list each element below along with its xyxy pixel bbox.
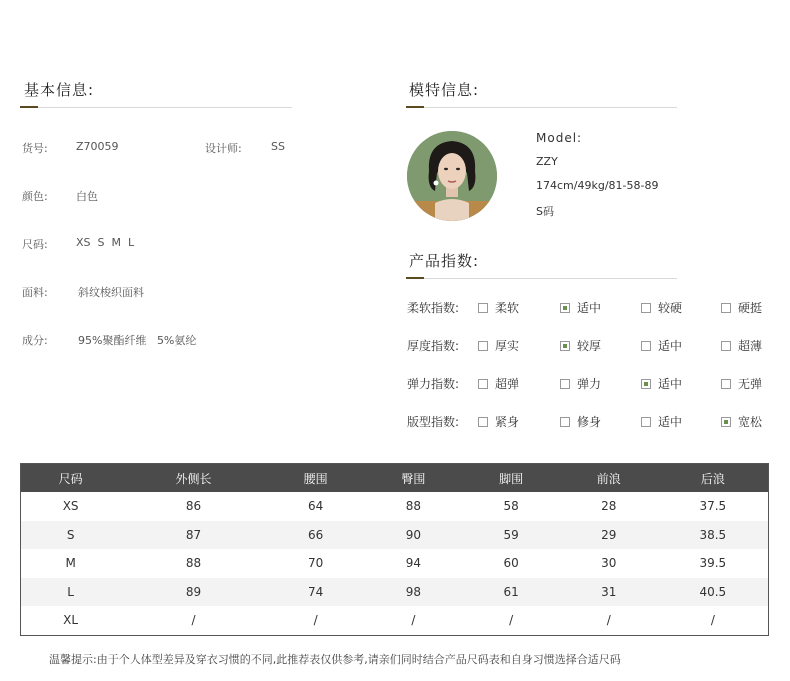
index-option-label: 柔软 xyxy=(495,301,520,315)
model-info-title: 模特信息: xyxy=(409,81,480,99)
index-option xyxy=(478,413,519,430)
size-label: 尺码: xyxy=(22,238,48,251)
table-cell: 74 xyxy=(267,578,365,607)
article-number-label: 货号: xyxy=(22,142,48,155)
index-option-label: 超弹 xyxy=(495,377,520,391)
designer-value: SS xyxy=(271,140,285,153)
table-cell: 37.5 xyxy=(699,499,727,514)
product-index-divider xyxy=(406,278,677,279)
index-option xyxy=(721,375,762,392)
index-option-label: 较硬 xyxy=(658,301,683,315)
table-cell: / xyxy=(191,613,196,628)
designer-label: 设计师: xyxy=(205,142,242,155)
table-cell: 40.5 xyxy=(658,578,769,607)
checkbox-icon xyxy=(478,341,488,351)
index-option xyxy=(641,337,682,354)
checkbox-icon xyxy=(721,341,731,351)
index-option xyxy=(560,299,601,316)
checked-box-icon xyxy=(560,341,570,351)
table-cell: / xyxy=(509,613,514,628)
model-info-accent xyxy=(406,106,424,108)
index-row-label: 版型指数: xyxy=(407,415,460,429)
size-value: XS S M L xyxy=(76,236,135,249)
index-option-label: 弹力 xyxy=(577,377,602,391)
size-table-header-cell: 前浪 xyxy=(560,464,658,493)
index-option-label: 适中 xyxy=(577,301,602,315)
table-cell: 29 xyxy=(560,521,658,550)
table-cell: 66 xyxy=(267,521,365,550)
table-cell: 89 xyxy=(120,578,267,607)
index-option-label: 较厚 xyxy=(577,339,602,353)
checked-box-icon xyxy=(641,379,651,389)
size-table-header-cell: 腰围 xyxy=(267,464,365,493)
table-cell: / xyxy=(411,613,416,628)
table-cell: 88 xyxy=(185,556,202,571)
index-option-label: 适中 xyxy=(658,377,683,391)
table-cell: 61 xyxy=(462,578,560,607)
checked-box-icon xyxy=(560,303,570,313)
model-info-divider xyxy=(406,107,677,108)
composition-value: 95%聚酯纤维 5%氨纶 xyxy=(78,334,197,347)
index-option xyxy=(641,413,682,430)
table-cell: XS xyxy=(62,499,79,514)
table-cell: 90 xyxy=(365,521,463,550)
composition-label: 成分: xyxy=(22,334,48,347)
index-option xyxy=(721,413,762,430)
table-cell: 38.5 xyxy=(658,521,769,550)
table-cell: S xyxy=(21,521,121,550)
table-row xyxy=(21,606,769,635)
index-option xyxy=(641,299,682,316)
table-row xyxy=(21,521,769,550)
checkbox-icon xyxy=(641,341,651,351)
size-table-header-cell: 臀围 xyxy=(365,464,463,493)
fabric-label: 面料: xyxy=(22,286,48,299)
index-option xyxy=(721,299,762,316)
table-cell: 64 xyxy=(308,499,324,514)
size-table-header-cell: 脚围 xyxy=(462,464,560,493)
index-option xyxy=(478,299,519,316)
table-cell: 59 xyxy=(462,521,560,550)
index-option xyxy=(560,337,601,354)
color-label: 颜色: xyxy=(22,190,48,203)
table-cell: 31 xyxy=(560,578,658,607)
index-option-label: 适中 xyxy=(658,339,683,353)
index-option-label: 硬挺 xyxy=(738,301,763,315)
checked-box-icon xyxy=(721,417,731,427)
index-option-label: 修身 xyxy=(577,415,602,429)
table-cell: 86 xyxy=(185,499,202,514)
basic-info-title: 基本信息: xyxy=(24,81,95,99)
table-cell: XL xyxy=(63,613,79,628)
table-cell: 70 xyxy=(308,556,324,571)
table-cell: / xyxy=(710,613,715,628)
article-number-value: Z70059 xyxy=(76,140,119,153)
index-option xyxy=(478,337,519,354)
index-option-label: 无弹 xyxy=(738,377,763,391)
index-row-label: 柔软指数: xyxy=(407,301,460,315)
checkbox-icon xyxy=(721,303,731,313)
table-cell: 30 xyxy=(601,556,617,571)
index-option xyxy=(560,413,601,430)
table-cell: 60 xyxy=(503,556,519,571)
index-option-label: 超薄 xyxy=(738,339,763,353)
table-cell: 94 xyxy=(405,556,422,571)
table-cell: 39.5 xyxy=(699,556,727,571)
model-portrait-icon xyxy=(407,131,497,221)
index-row-label: 弹力指数: xyxy=(407,377,460,391)
table-cell: M xyxy=(65,556,76,571)
table-cell: 87 xyxy=(120,521,267,550)
checkbox-icon xyxy=(478,303,488,313)
size-table xyxy=(20,463,769,636)
size-table-header-cell: 尺码 xyxy=(21,464,121,493)
index-option xyxy=(641,375,682,392)
model-avatar xyxy=(407,131,497,221)
size-table-header xyxy=(21,464,769,493)
checkbox-icon xyxy=(641,417,651,427)
table-cell: 58 xyxy=(503,499,519,514)
index-option xyxy=(478,375,519,392)
table-cell: 88 xyxy=(405,499,422,514)
table-cell: / xyxy=(606,613,611,628)
table-cell: L xyxy=(21,578,121,607)
table-cell: 28 xyxy=(601,499,617,514)
table-cell: 98 xyxy=(365,578,463,607)
checkbox-icon xyxy=(478,379,488,389)
table-cell: / xyxy=(313,613,318,628)
checkbox-icon xyxy=(560,379,570,389)
index-option xyxy=(721,337,762,354)
size-table-header-cell: 后浪 xyxy=(658,464,769,493)
index-option-label: 宽松 xyxy=(738,415,763,429)
index-option-label: 适中 xyxy=(658,415,683,429)
checkbox-icon xyxy=(560,417,570,427)
index-option xyxy=(560,375,601,392)
product-index-accent xyxy=(406,277,424,279)
checkbox-icon xyxy=(478,417,488,427)
table-row xyxy=(21,492,769,521)
checkbox-icon xyxy=(641,303,651,313)
table-row xyxy=(21,578,769,607)
table-row xyxy=(21,549,769,578)
index-row-label: 厚度指数: xyxy=(407,339,460,353)
model-measurements: 174cm/49kg/81-58-89 xyxy=(536,179,659,192)
model-name: ZZY xyxy=(536,155,558,168)
model-size: S码 xyxy=(536,205,554,218)
basic-info-divider xyxy=(20,107,292,108)
index-option-label: 厚实 xyxy=(495,339,520,353)
color-value: 白色 xyxy=(76,190,98,203)
checkbox-icon xyxy=(721,379,731,389)
size-table-header-cell: 外侧长 xyxy=(120,464,267,493)
size-tip: 温馨提示:由于个人体型差异及穿衣习惯的不同,此推荐表仅供参考,请亲们同时结合产品尺码表和自身习惯选择合适尺码 xyxy=(49,653,621,666)
fabric-value: 斜纹梭织面料 xyxy=(78,286,144,299)
product-index-title: 产品指数: xyxy=(409,252,480,270)
index-option-label: 紧身 xyxy=(495,415,520,429)
basic-info-accent xyxy=(20,106,38,108)
model-heading: Model: xyxy=(536,131,583,145)
